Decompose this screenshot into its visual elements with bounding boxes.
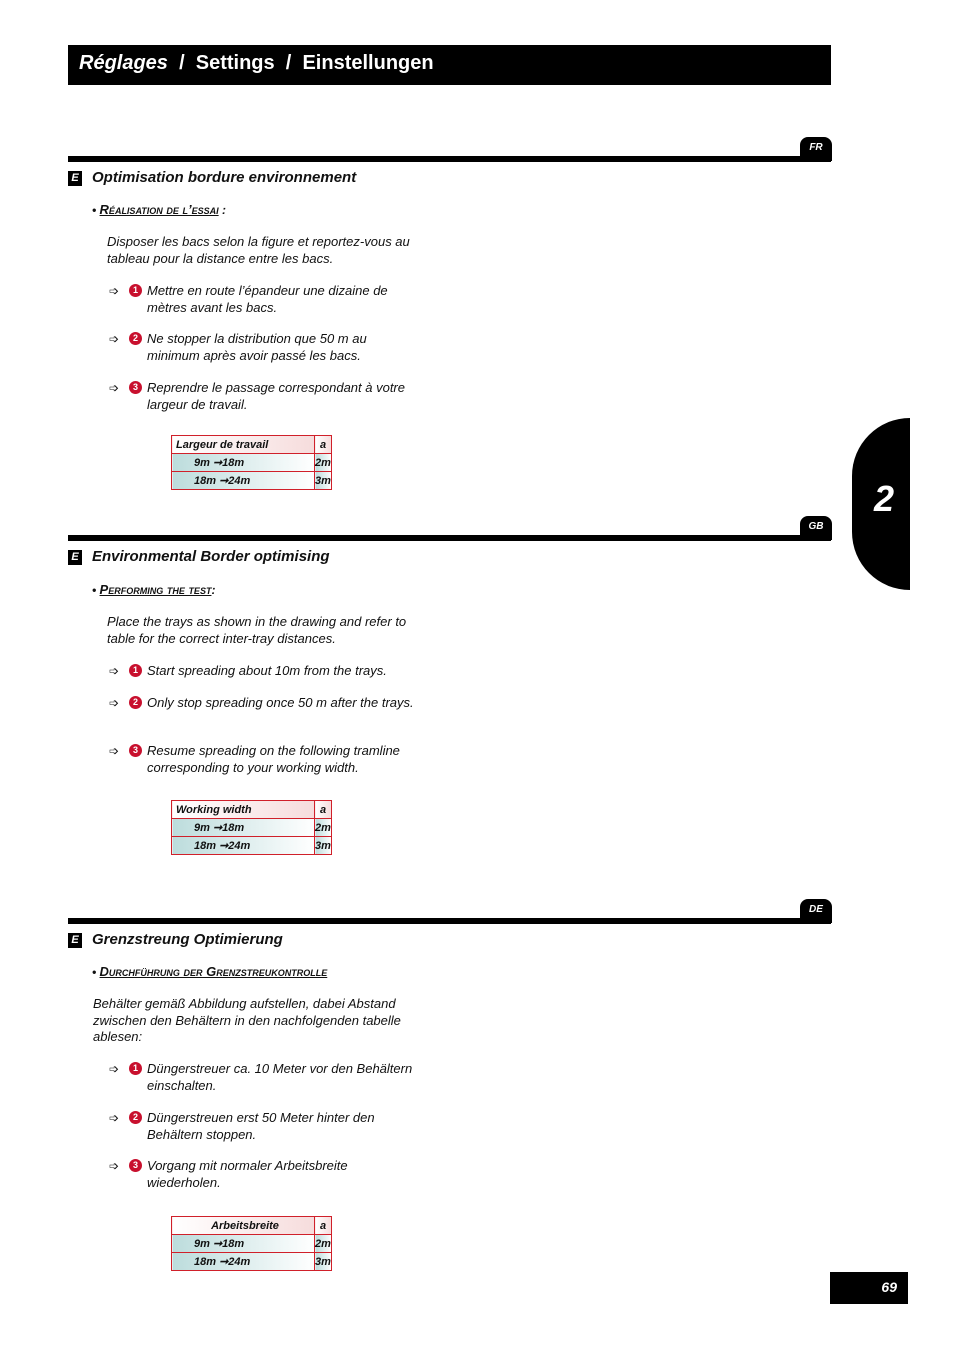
section-title-gb bbox=[68, 548, 330, 565]
language-tab-de: DE bbox=[800, 899, 832, 923]
arrow-right-icon: ➩ bbox=[109, 1111, 120, 1125]
section-title-fr bbox=[68, 169, 356, 186]
section-rule bbox=[68, 918, 831, 924]
section-e-icon: E bbox=[68, 550, 82, 565]
step-number-icon: 2 bbox=[129, 696, 142, 709]
table-cell: 9m ➞18m bbox=[172, 454, 315, 472]
table-header-cell: a bbox=[315, 1217, 332, 1235]
table-cell: 3m bbox=[315, 1253, 332, 1271]
step-text: Düngerstreuer ca. 10 Meter vor den Behältern einschalten. bbox=[147, 1061, 413, 1093]
section-title-text: Optimisation bordure environnement bbox=[92, 169, 357, 186]
section-e-icon: E bbox=[68, 171, 82, 186]
bullet: • bbox=[92, 203, 97, 217]
table-cell: 9m ➞18m bbox=[172, 1235, 315, 1253]
distance-table-gb bbox=[171, 800, 332, 855]
subheading-suffix: : bbox=[211, 583, 216, 597]
step-text: Ne stopper la distribution que 50 m au minimum après avoir passé les bacs. bbox=[147, 331, 367, 363]
table-header-row bbox=[172, 1217, 332, 1235]
subheading-de bbox=[92, 964, 327, 979]
subheading-gb bbox=[92, 582, 215, 597]
table-header-cell: a bbox=[315, 801, 332, 819]
arrow-right-icon: ➩ bbox=[109, 284, 120, 298]
header-bar bbox=[68, 45, 831, 85]
table-cell: 2m bbox=[315, 1235, 332, 1253]
title-fr: Réglages bbox=[79, 52, 168, 74]
table-cell: 9m ➞18m bbox=[172, 819, 315, 837]
page-number-box bbox=[830, 1272, 908, 1304]
title-gb: Settings bbox=[195, 52, 275, 74]
section-rule bbox=[68, 535, 831, 541]
table-cell: 18m ➞24m bbox=[172, 837, 315, 855]
table-cell: 2m bbox=[315, 819, 332, 837]
table-row bbox=[172, 472, 332, 490]
bullet: • bbox=[92, 583, 97, 597]
section-title-de bbox=[68, 931, 283, 948]
section-rule bbox=[68, 156, 831, 162]
language-tab-gb: GB bbox=[800, 516, 832, 540]
title-separator: / bbox=[285, 52, 292, 74]
distance-table-fr bbox=[171, 435, 332, 490]
table-cell: 3m bbox=[315, 837, 332, 855]
subheading-text: Durchführung der Grenzstreukontrolle bbox=[99, 964, 328, 979]
step-number-icon: 2 bbox=[129, 332, 142, 345]
arrow-right-icon: ➩ bbox=[109, 744, 120, 758]
step-text: Start spreading about 10m from the trays. bbox=[147, 663, 387, 678]
page-number: 69 bbox=[881, 1279, 897, 1295]
table-cell: 3m bbox=[315, 472, 332, 490]
step-number-icon: 1 bbox=[129, 664, 142, 677]
step-text: Vorgang mit normaler Arbeitsbreite wiederholen. bbox=[147, 1158, 348, 1190]
table-row bbox=[172, 1253, 332, 1271]
step-text: Düngerstreuen erst 50 Meter hinter den Behältern stoppen. bbox=[147, 1110, 375, 1142]
step-number-icon: 2 bbox=[129, 1111, 142, 1124]
section-title-text: Grenzstreung Optimierung bbox=[92, 931, 283, 948]
subheading-fr bbox=[92, 202, 226, 217]
step-number-icon: 3 bbox=[129, 381, 142, 394]
arrow-right-icon: ➩ bbox=[109, 696, 120, 710]
table-header-cell: Arbeitsbreite bbox=[172, 1217, 315, 1235]
title-separator: / bbox=[179, 52, 185, 74]
table-cell: 18m ➞24m bbox=[172, 472, 315, 490]
distance-table-de bbox=[171, 1216, 332, 1271]
section-title-text: Environmental Border optimising bbox=[92, 548, 330, 565]
arrow-right-icon: ➩ bbox=[109, 381, 120, 395]
intro-paragraph-fr: Disposer les bacs selon la figure et reportez-vous au tableau pour la distance entre les bacs. bbox=[107, 234, 410, 266]
arrow-right-icon: ➩ bbox=[109, 1159, 120, 1173]
table-cell: 18m ➞24m bbox=[172, 1253, 315, 1271]
table-row bbox=[172, 1235, 332, 1253]
step-text: Resume spreading on the following tramline corresponding to your working width. bbox=[147, 743, 400, 775]
table-header-cell: Largeur de travail bbox=[172, 436, 315, 454]
section-e-icon: E bbox=[68, 933, 82, 948]
table-header-row bbox=[172, 801, 332, 819]
subheading-text: Performing the test bbox=[99, 582, 212, 597]
table-cell: 2m bbox=[315, 454, 332, 472]
step-number-icon: 3 bbox=[129, 744, 142, 757]
step-number-icon: 1 bbox=[129, 284, 142, 297]
subheading-text: Réalisation de l’essai bbox=[99, 202, 219, 217]
table-row bbox=[172, 819, 332, 837]
subheading-suffix: : bbox=[218, 203, 226, 217]
page-title bbox=[79, 52, 434, 75]
table-header-cell: Working width bbox=[172, 801, 315, 819]
table-header-cell: a bbox=[315, 436, 332, 454]
step-text: Only stop spreading once 50 m after the trays. bbox=[147, 695, 414, 710]
arrow-right-icon: ➩ bbox=[109, 332, 120, 346]
chapter-number: 2 bbox=[874, 478, 895, 519]
step-number-icon: 3 bbox=[129, 1159, 142, 1172]
bullet: • bbox=[92, 965, 97, 979]
step-text: Reprendre le passage correspondant à votre largeur de travail. bbox=[147, 380, 405, 412]
table-header-row bbox=[172, 436, 332, 454]
table-row bbox=[172, 454, 332, 472]
step-number-icon: 1 bbox=[129, 1062, 142, 1075]
table-row bbox=[172, 837, 332, 855]
title-de: Einstellungen bbox=[302, 52, 434, 74]
arrow-right-icon: ➩ bbox=[109, 1062, 120, 1076]
step-text: Mettre en route l’épandeur une dizaine de mètres avant les bacs. bbox=[147, 283, 388, 315]
chapter-tab bbox=[852, 418, 910, 590]
arrow-right-icon: ➩ bbox=[109, 664, 120, 678]
intro-paragraph-de: Behälter gemäß Abbildung aufstellen, dabei Abstand zwischen den Behältern in den nachfolgenden tabelle ablesen: bbox=[93, 996, 401, 1044]
intro-paragraph-gb: Place the trays as shown in the drawing and refer to table for the correct inter-tray distances. bbox=[107, 614, 407, 646]
language-tab-fr: FR bbox=[800, 137, 832, 161]
